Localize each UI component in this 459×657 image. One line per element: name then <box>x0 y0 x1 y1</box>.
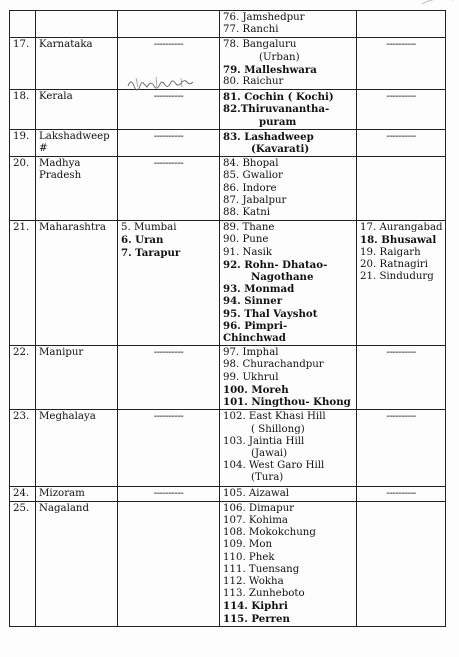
col4-cell <box>220 346 357 410</box>
dash-placeholder: ---------- <box>386 487 416 499</box>
dash-placeholder: ---------- <box>153 347 184 359</box>
dash-placeholder: ---------- <box>386 130 416 142</box>
serial-cell: 23. <box>10 410 36 486</box>
col5-cell <box>357 11 446 38</box>
list-item: 86. Indore <box>223 182 277 194</box>
col4-cell <box>220 90 357 130</box>
serial-cell: 21. <box>10 221 36 346</box>
list-item: 111. Tuensang <box>223 563 300 575</box>
state-cell <box>36 129 118 156</box>
list-item: 115. Perren <box>223 612 290 625</box>
state-line: Madhya <box>39 158 81 170</box>
list-item: 108. Mokokchung <box>223 527 316 539</box>
list-item: puram <box>259 115 297 128</box>
col3-cell <box>118 221 220 346</box>
list-item: 91. Nasik <box>223 246 273 258</box>
list-item: 78. Bangaluru <box>223 39 297 51</box>
col5-cell <box>357 129 446 156</box>
table-row <box>10 38 446 90</box>
state-cell <box>36 157 118 221</box>
dash-placeholder: ---------- <box>153 91 184 103</box>
col4-cell <box>220 11 357 38</box>
dash-placeholder: ---------- <box>386 91 416 103</box>
list-item: 88. Katni <box>223 207 271 219</box>
list-item: 6. Uran <box>121 234 164 247</box>
dash-placeholder: ---------- <box>386 347 416 359</box>
col5-cell <box>357 157 446 221</box>
col3-cell <box>118 157 220 221</box>
state-line: # <box>39 143 48 155</box>
state-cell: Maharashtra <box>36 221 118 346</box>
list-item: Nagothane <box>251 271 314 284</box>
state-cell: Manipur <box>36 346 118 410</box>
col5-cell <box>357 486 446 501</box>
dash-placeholder: ---------- <box>386 411 416 423</box>
dash-placeholder: ---------- <box>153 487 184 499</box>
col3-cell <box>118 346 220 410</box>
table-row <box>10 129 446 156</box>
dash-placeholder: ---------- <box>153 411 184 423</box>
serial-cell: 24. <box>10 486 36 501</box>
state-cell: Karnataka <box>36 38 118 90</box>
table-row <box>10 221 446 346</box>
list-item: 114. Kiphri <box>223 600 288 613</box>
list-item: 20. Ratnagiri <box>360 258 429 270</box>
table-row <box>10 11 446 38</box>
list-item: 95. Thal Vayshot <box>223 307 318 320</box>
serial-cell: 17. <box>10 38 36 90</box>
list-item: 107. Kohima <box>223 514 288 526</box>
dash-placeholder: ---------- <box>153 39 184 51</box>
list-item: 102. East Khasi Hill <box>223 411 326 423</box>
page-corner-mark <box>418 0 458 8</box>
dash-placeholder: ---------- <box>153 158 184 170</box>
state-cell: Mizoram <box>36 486 118 501</box>
table-row <box>10 486 446 501</box>
table-row <box>10 346 446 410</box>
list-item: 19. Raigarh <box>360 246 421 258</box>
list-item: (Urban) <box>259 51 300 63</box>
col5-cell <box>357 221 446 346</box>
dash-placeholder: ---------- <box>386 39 416 51</box>
list-item: 5. Mumbai <box>121 222 177 234</box>
state-line: Pradesh <box>39 170 82 182</box>
list-item: 110. Phek <box>223 551 275 563</box>
list-item: Chinchwad <box>223 332 286 345</box>
serial-cell: 22. <box>10 346 36 410</box>
col4-cell <box>220 157 357 221</box>
col4-cell <box>220 501 357 626</box>
col3-cell <box>118 501 220 626</box>
list-item: 104. West Garo Hill <box>223 460 325 472</box>
list-item: 105. Aizawal <box>223 487 290 499</box>
list-item: 85. Gwalior <box>223 170 283 182</box>
list-item: 89. Thane <box>223 222 275 234</box>
list-item: 109. Mon <box>223 539 273 551</box>
col5-cell <box>357 90 446 130</box>
list-item: 18. Bhusawal <box>360 234 437 247</box>
list-item: 90. Pune <box>223 234 269 246</box>
list-item: 77. Ranchi <box>223 24 279 36</box>
list-item: 100. Moreh <box>223 383 289 396</box>
state-line: Lakshadweep <box>39 130 110 142</box>
serial-cell: 19. <box>10 129 36 156</box>
col3-cell <box>118 11 220 38</box>
list-item: 87. Jabalpur <box>223 194 287 206</box>
col4-cell <box>220 486 357 501</box>
list-item: 7. Tarapur <box>121 246 181 259</box>
list-item: (Tura) <box>251 472 284 484</box>
table-row <box>10 410 446 486</box>
state-cell: Kerala <box>36 90 118 130</box>
col4-cell <box>220 38 357 90</box>
col5-cell <box>357 501 446 626</box>
list-item: 92. Rohn- Dhatao- <box>223 258 328 271</box>
col3-cell <box>118 129 220 156</box>
col4-cell <box>220 129 357 156</box>
list-item: 84. Bhopal <box>223 158 279 170</box>
serial-cell: 18. <box>10 90 36 130</box>
list-item: 113. Zunheboto <box>223 588 305 600</box>
col5-cell <box>357 346 446 410</box>
list-item: (Jawai) <box>251 447 288 459</box>
list-item: 80. Raichur <box>223 76 284 88</box>
col3-cell <box>118 486 220 501</box>
state-district-table <box>9 10 446 627</box>
serial-cell <box>10 11 36 38</box>
list-item: 83. Lashadweep <box>223 130 314 143</box>
serial-cell: 25. <box>10 501 36 626</box>
list-item: 21. Sindudurg <box>360 271 434 283</box>
col3-cell <box>118 90 220 130</box>
dash-placeholder: ---------- <box>153 130 184 142</box>
handwritten-scribble <box>126 74 216 92</box>
list-item: 81. Cochin ( Kochi) <box>223 91 334 104</box>
list-item: 106. Dimapur <box>223 502 295 514</box>
list-item: 82.Thiruvanantha- <box>223 103 330 116</box>
list-item: 103. Jaintia Hill <box>223 435 305 447</box>
col4-cell <box>220 410 357 486</box>
table-row <box>10 157 446 221</box>
list-item: 79. Malleshwara <box>223 63 317 76</box>
table-row <box>10 90 446 130</box>
list-item: 76. Jamshedpur <box>223 12 305 23</box>
col5-cell <box>357 410 446 486</box>
table-row <box>10 501 446 626</box>
list-item: 101. Ningthou- Khong <box>223 396 351 409</box>
list-item: (Kavarati) <box>251 143 310 156</box>
list-item: 112. Wokha <box>223 575 284 587</box>
serial-cell: 20. <box>10 157 36 221</box>
list-item: ( Shillong) <box>251 423 305 435</box>
list-item: 96. Pimpri- <box>223 319 288 332</box>
list-item: 93. Monmad <box>223 283 295 296</box>
list-item: 97. Imphal <box>223 347 279 359</box>
list-item: 99. Ukhrul <box>223 371 279 383</box>
state-cell: Meghalaya <box>36 410 118 486</box>
list-item: 94. Sinner <box>223 295 283 308</box>
col3-cell <box>118 410 220 486</box>
col4-cell <box>220 221 357 346</box>
col5-cell <box>357 38 446 90</box>
list-item: 17. Aurangabad <box>360 222 443 234</box>
state-cell <box>36 11 118 38</box>
state-cell: Nagaland <box>36 501 118 626</box>
list-item: 98. Churachandpur <box>223 359 324 371</box>
